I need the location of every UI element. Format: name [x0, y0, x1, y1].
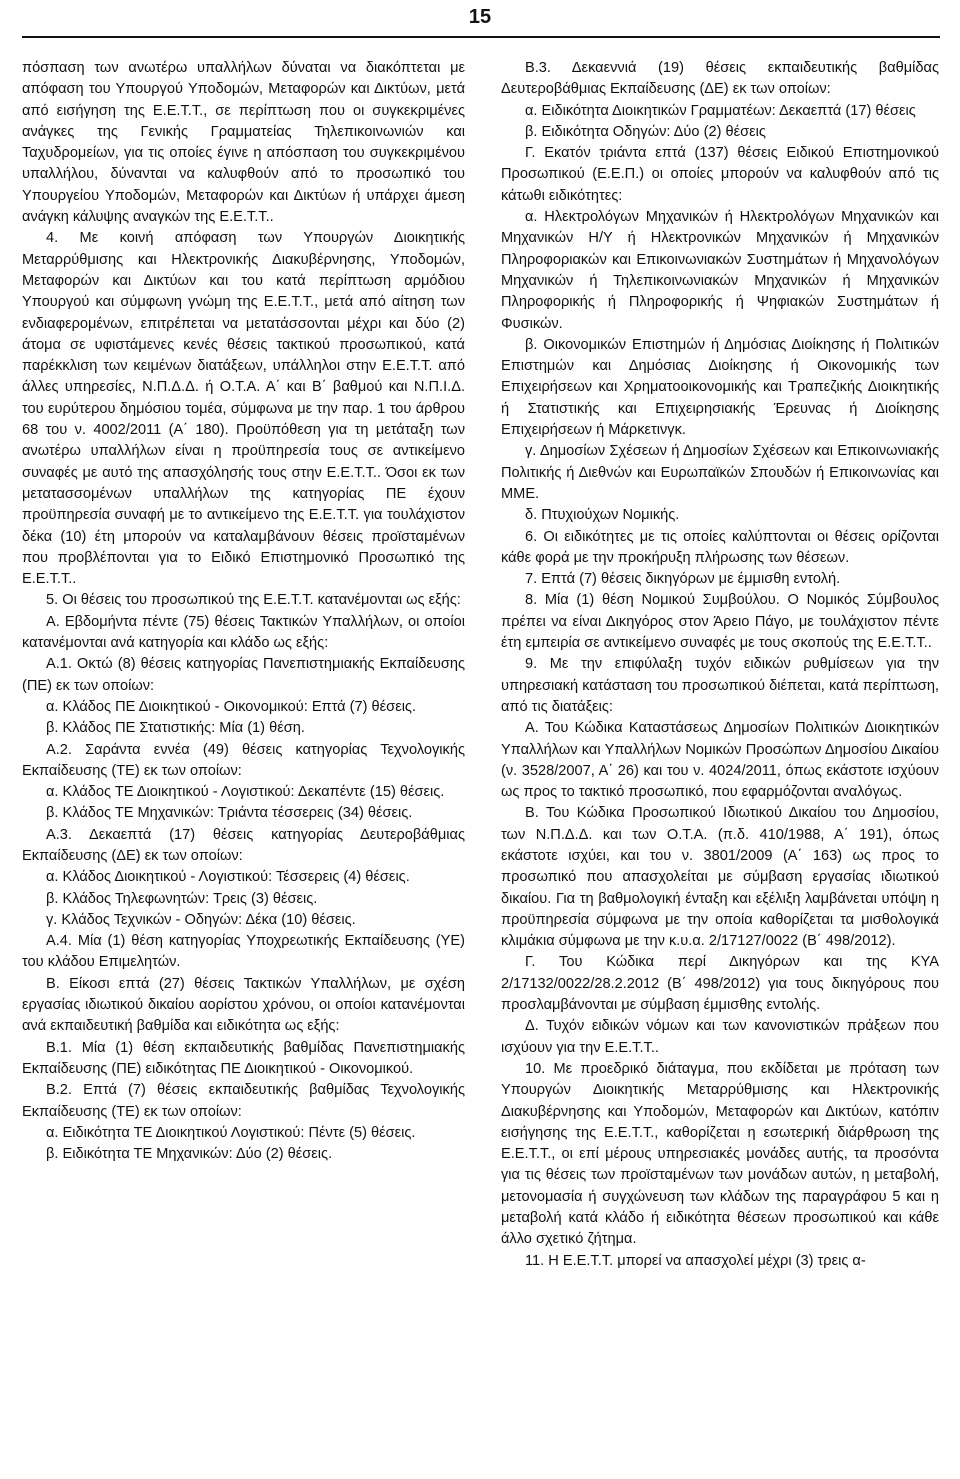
- paragraph: α. Ειδικότητα Διοικητικών Γραμματέων: Δεκαεπτά (17) θέσεις: [525, 102, 916, 119]
- paragraph: α. Ηλεκτρολόγων Μηχανικών ή Ηλεκτρολόγων Μηχανικών και Μηχανικών Η/Υ ή Ηλεκτρονικών Μηχανικών ή Μηχανικών Πληροφοριακών και Επικοινωνιακών Συστημάτων ή Μηχανολόγων Μηχανικών ή Τηλεπικοινωνιακών Μηχανικών ή Μηχανικών Πληροφορικής ή Πληροφορικής ή Ψηφιακών Συστημάτων ή Φυσικών.: [501, 209, 939, 332]
- paragraph: α. Ειδικότητα ΤΕ Διοικητικού Λογιστικού: Πέντε (5) θέσεις.: [46, 1124, 416, 1141]
- paragraph: β. Κλάδος Τηλεφωνητών: Τρεις (3) θέσεις.: [46, 890, 318, 907]
- paragraph: α. Κλάδος ΠΕ Διοικητικού - Οικονομικού: Επτά (7) θέσεις.: [46, 698, 417, 715]
- paragraph: 7. Επτά (7) θέσεις δικηγόρων με έμμισθη εντολή.: [525, 571, 841, 588]
- paragraph: β. Ειδικότητα ΤΕ Μηχανικών: Δύο (2) θέσεις.: [46, 1146, 333, 1163]
- page-number: 15: [468, 6, 492, 28]
- paragraph: β. Οικονομικών Επιστημών ή Δημόσιας Διοίκησης ή Πολιτικών Επιστημών και Δημόσιας Διοίκησης ή Οικονομικής των Επιχειρήσεων και Χρηματοοικονομικής και Τραπεζικής Διοικητικής ή Στατιστικής και Επιχειρησιακής Έρευνας ή Διοίκησης Επιχειρήσεων ή Μάρκετινγκ.: [501, 336, 939, 439]
- paragraph: Β. Του Κώδικα Προσωπικού Ιδιωτικού Δικαίου του Δημοσίου, των Ν.Π.Δ.Δ. και των Ο.Τ.Α. (π.δ. 410/1988, Α΄ 191), όπως εκάστοτε ισχύει, και του ν. 3801/2009 (Α΄ 163) ως προς το προσωπικό που απασχολείται με σύμβαση εργασίας ιδιωτικού δικαίου. Για τη βαθμολογική ένταξη και εξέλιξη λαμβάνεται υπόψη η προϋπηρεσία σύμφωνα με την οποία καθορίζεται τα μισθολογικά κλιμάκια σύμφωνα με την κ.υ.α. 2/17127/0022 (Β΄ 498/2012).: [501, 805, 939, 950]
- paragraph: Α.3. Δεκαεπτά (17) θέσεις κατηγορίας Δευτεροβάθμιας Εκπαίδευσης (ΔΕ) εκ των οποίων:: [22, 826, 465, 864]
- paragraph: α. Κλάδος ΤΕ Διοικητικού - Λογιστικού: Δεκαπέντε (15) θέσεις.: [46, 784, 445, 801]
- paragraph: Β.1. Μία (1) θέση εκπαιδευτικής βαθμίδας Πανεπιστημιακής Εκπαίδευσης (ΠΕ) ειδικότητας ΠΕ Διοικητικού - Οικονομικού.: [22, 1039, 465, 1077]
- paragraph: β. Κλάδος ΤΕ Μηχανικών: Τριάντα τέσσερεις (34) θέσεις.: [46, 805, 413, 822]
- right-column: [501, 58, 939, 1272]
- paragraph: β. Ειδικότητα Οδηγών: Δύο (2) θέσεις: [525, 123, 766, 140]
- paragraph: Β.2. Επτά (7) θέσεις εκπαιδευτικής βαθμίδας Τεχνολογικής Εκπαίδευσης (ΤΕ) εκ των οποίων:: [22, 1082, 465, 1120]
- paragraph: Δ. Τυχόν ειδικών νόμων και των κανονιστικών πράξεων που ισχύουν για την Ε.Ε.Τ.Τ..: [501, 1018, 939, 1056]
- paragraph: Α. Του Κώδικα Καταστάσεως Δημοσίων Πολιτικών Διοικητικών Υπαλλήλων και Υπαλλήλων Νομικών Προσώπων Δημοσίου Δικαίου (ν. 3528/2007, Α΄ 26) και του ν. 4024/2011, όπως εκάστοτε ισχύουν ως προς το τακτικό προσωπικό, που εφαρμόζονται αναλόγως.: [501, 720, 939, 801]
- paragraph: 10. Με προεδρικό διάταγμα, που εκδίδεται με πρόταση των Υπουργών Διοικητικής Μεταρρύθμισης και Ηλεκτρονικής Διακυβέρνησης και Υποδομών, Μεταφορών και Δικτύων, κατόπιν εισήγησης της Ε.Ε.Τ.Τ., καθορίζεται η εσωτερική διάρθρωση της Ε.Ε.Τ.Τ., οι επί μέρους υπηρεσιακές μονάδες αυτής, τα προσόντα για τις θέσεις των προϊσταμένων των μονάδων αυτών, η μεταβολή, μετονομασία ή συγχώνευση των κλάδων της παραγράφου 5 και η μεταβολή κατά κλάδο ή ειδικότητα θέσεων προσωπικού και κάθε άλλο σχετικό ζήτημα.: [501, 1060, 939, 1248]
- paragraph: 9. Με την επιφύλαξη τυχόν ειδικών ρυθμίσεων για την υπηρεσιακή κατάσταση του προσωπικού διέπεται, κατά περίπτωση, από τις διατάξεις:: [501, 656, 939, 715]
- header-rule: [22, 36, 940, 38]
- paragraph: δ. Πτυχιούχων Νομικής.: [525, 507, 680, 524]
- paragraph: Α. Εβδομήντα πέντε (75) θέσεις Τακτικών Υπαλλήλων, οι οποίοι κατανέμονται ανά κατηγορία και κλάδο ως εξής:: [22, 613, 465, 652]
- paragraph: Α.2. Σαράντα εννέα (49) θέσεις κατηγορίας Τεχνολογικής Εκπαίδευσης (ΤΕ) εκ των οποίων:: [22, 741, 465, 779]
- paragraph: Γ. Εκατόν τριάντα επτά (137) θέσεις Ειδικού Επιστημονικού Προσωπικού (Ε.Ε.Π.) οι οποίες μπορούν να καλυφθούν από τις κάτωθι ειδικότητες:: [501, 145, 939, 204]
- paragraph: γ. Δημοσίων Σχέσεων ή Δημοσίων Σχέσεων και Επικοινωνιακής Πολιτικής ή Διεθνών και Ευρωπαϊκών Σπουδών ή Επικοινωνίας και ΜΜΕ.: [501, 443, 939, 502]
- paragraph: Β.3. Δεκαεννιά (19) θέσεις εκπαιδευτικής βαθμίδας Δευτεροβάθμιας Εκπαίδευσης (ΔΕ) εκ των οποίων:: [501, 60, 939, 98]
- paragraph: πόσπαση των ανωτέρω υπαλλήλων δύναται να διακόπτεται με απόφαση του Υπουργού Υποδομών, Μεταφορών και Δικτύων, μετά από εισήγηση της Ε.Ε.Τ.Τ., σε περίπτωση που οι συγκεκριμένες ανάγκες της Γενικής Γραμματείας Τηλεπικοινωνιών και Ταχυδρομείων, για τις οποίες έγινε η απόσπαση του συγκεκριμένου υπαλλήλου, δύνανται να καλυφθούν από το προσωπικό του Υπουργείου Υποδομών, Μεταφορών και Δικτύων ή υπάρχει άμεση ανάγκη κάλυψης αναγκών της Ε.Ε.Τ.Τ..: [22, 60, 465, 226]
- paragraph: β. Κλάδος ΠΕ Στατιστικής: Μία (1) θέση.: [46, 720, 305, 737]
- paragraph: 4. Με κοινή απόφαση των Υπουργών Διοικητικής Μεταρρύθμισης και Ηλεκτρονικής Διακυβέρνησης, Υποδομών, Μεταφορών και Δικτύων και του κατά περίπτωση αρμόδιου Υπουργού και σύμφωνη γνώμη της Ε.Ε.Τ.Τ., μετά από αίτηση των ενδιαφερομένων, επιτρέπεται να μετατάσσονται μέχρι και δύο (2) άτομα σε υφιστάμενες κενές θέσεις τακτικού προσωπικού, κατά παρέκκλιση των κειμένων διατάξεων, υπάλληλοι στην Ε.Ε.Τ.Τ. από άλλες υπηρεσίες, Ν.Π.Δ.Δ. ή Ο.Τ.Α. Α΄ και Β΄ βαθμού και Ν.Π.Ι.Δ. του ευρύτερου δημόσιου τομέα, σύμφωνα με την παρ. 1 του άρθρου 68 του ν. 4002/2011 (Α΄ 180). Προϋπόθεση για τη μετάταξη των ανωτέρω υπαλλήλων είναι η προϋπηρεσία τους σε αντικείμενο συναφές με αυτό της απασχόλησής τους στην Ε.Ε.Τ.Τ.. Όσοι εκ των μετατασσομένων υπαλλήλων της κατηγορίας ΠΕ έχουν προϋπηρεσία συναφή με το αντικείμενο της Ε.Ε.Τ.Τ. για τουλάχιστον δέκα (10) έτη μπορούν να καταλαμβάνουν θέσεις προϊσταμένων που προβλέπονται για το Ειδικό Επιστημονικό Προσωπικό της Ε.Ε.Τ.Τ..: [22, 230, 465, 588]
- left-column: [22, 58, 465, 1165]
- paragraph: 6. Οι ειδικότητες με τις οποίες καλύπτονται οι θέσεις ορίζονται κάθε φορά με την προκήρυξη πλήρωσης των θέσεων.: [501, 528, 939, 566]
- paragraph: γ. Κλάδος Τεχνικών - Οδηγών: Δέκα (10) θέσεις.: [46, 911, 356, 928]
- paragraph: 5. Οι θέσεις του προσωπικού της Ε.Ε.Τ.Τ. κατανέμονται ως εξής:: [46, 592, 461, 609]
- paragraph: Γ. Του Κώδικα περί Δικηγόρων και της ΚΥΑ 2/17132/0022/28.2.2012 (Β΄ 498/2012) για τους δικηγόρους που προσλαμβάνονται με σύμβαση έμμισθης εντολής.: [501, 954, 939, 1014]
- paragraph: α. Κλάδος Διοικητικού - Λογιστικού: Τέσσερεις (4) θέσεις.: [46, 869, 410, 886]
- paragraph: Β. Είκοσι επτά (27) θέσεις Τακτικών Υπαλλήλων, με σχέση εργασίας ιδιωτικού δικαίου αορίστου χρόνου, οι οποίοι κατανέμονται ανά εκπαιδευτική βαθμίδα και ειδικότητα ως εξής:: [22, 975, 465, 1035]
- paragraph: 11. Η Ε.Ε.Τ.Τ. μπορεί να απασχολεί μέχρι (3) τρεις α-: [525, 1252, 866, 1269]
- paragraph: 8. Μία (1) θέση Νομικού Συμβούλου. Ο Νομικός Σύμβουλος πρέπει να είναι Δικηγόρος στον Άρειο Πάγο, με τουλάχιστον πέντε έτη εμπειρία σε αντικείμενο συναφές με τους σκοπούς της Ε.Ε.Τ.Τ..: [501, 592, 939, 652]
- paragraph: Α.1. Οκτώ (8) θέσεις κατηγορίας Πανεπιστημιακής Εκπαίδευσης (ΠΕ) εκ των οποίων:: [22, 656, 465, 694]
- paragraph: Α.4. Μία (1) θέση κατηγορίας Υποχρεωτικής Εκπαίδευσης (ΥΕ) του κλάδου Επιμελητών.: [22, 933, 465, 971]
